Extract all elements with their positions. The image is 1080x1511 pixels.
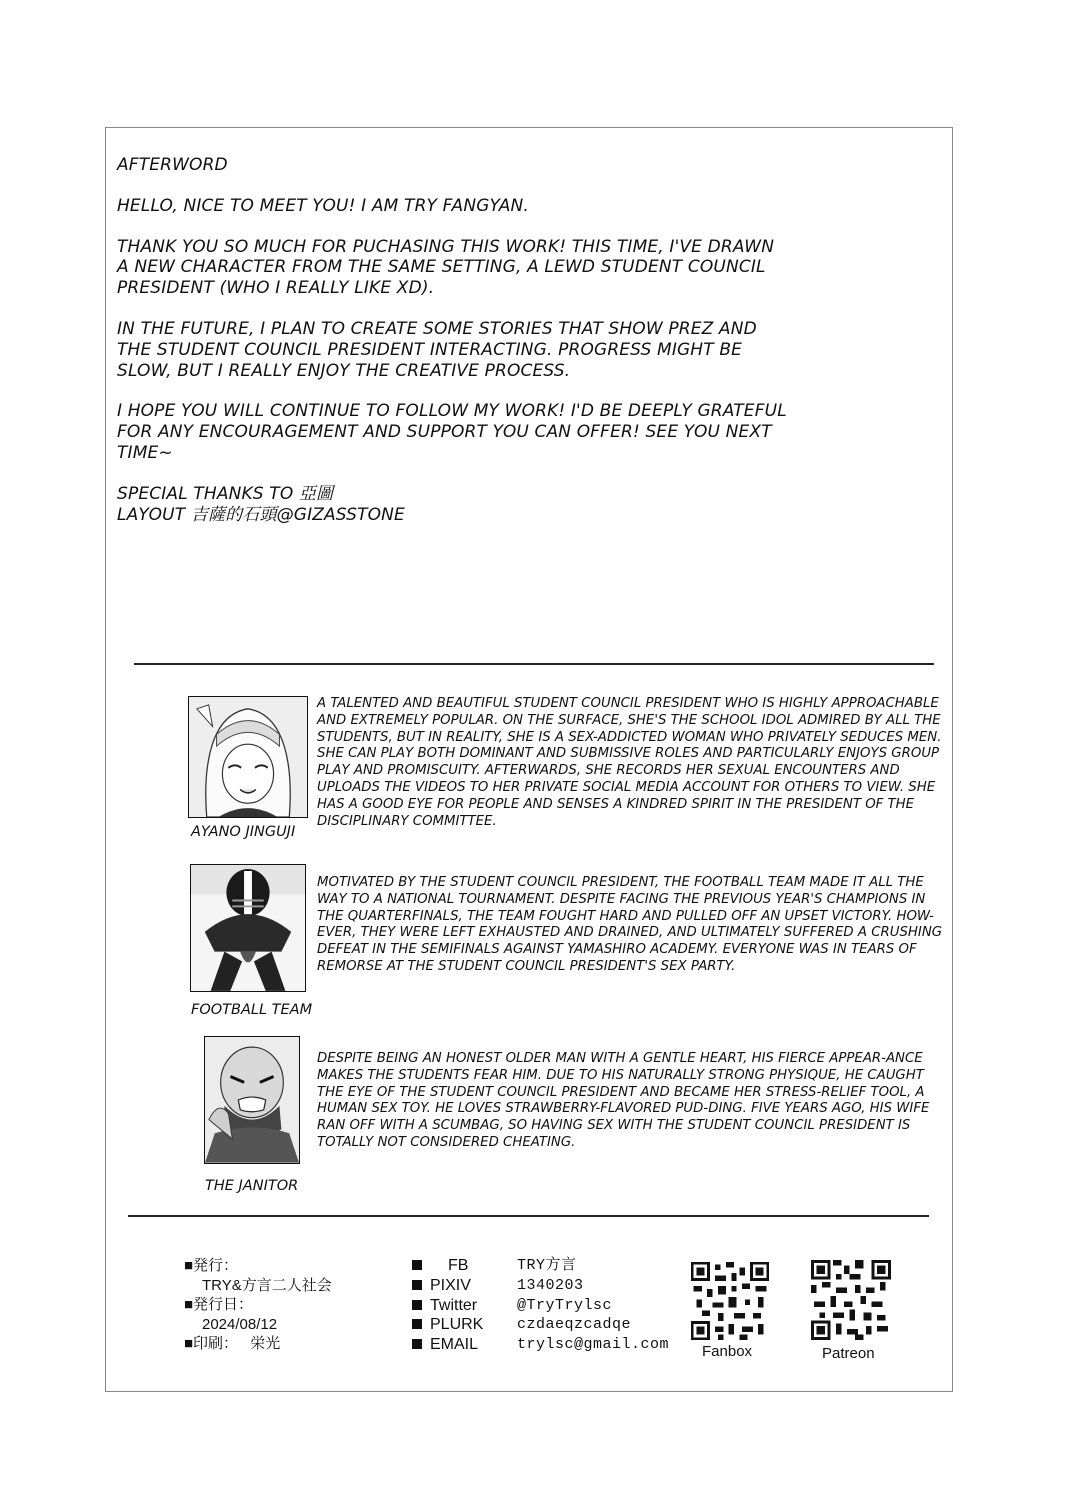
publisher-name: TRY&方言二人社会 [202,1276,332,1294]
contact-label-row [412,1335,483,1355]
bullet-square-icon [412,1319,422,1329]
publish-date: 2024/08/12 [202,1315,278,1333]
character-name: THE JANITOR [205,1178,299,1194]
contact-label-row [412,1296,483,1316]
character-description: DESPITE BEING AN HONEST OLDER MAN WITH A GENTLE HEART, HIS FIERCE APPEAR-ANCE MAKES THE STUDENTS FEAR HIM. DUE TO HIS NATURALLY STRONG PHYSIQUE, HE CAUGHT THE EYE OF THE STUDENT COUNCIL PRESIDENT AND BECAME HER STRESS-RELIEF TOOL, A HUMAN SEX TOY. HE LOVES STRAWBERRY-FLAVORED PUD-DING. FIVE YEARS AGO, HIS WIFE RAN OFF WITH A SCUMBAG, SO HAVING SEX WITH THE STUDENT COUNCIL PRESIDENT IS TOTALLY NOT CONSIDERED CHEATING. [317,1051,930,1150]
afterword-paragraph: THANK YOU SO MUCH FOR PUCHASING THIS WORK! THIS TIME, I'VE DRAWN A NEW CHARACTER FROM THE SAME SETTING, A LEWD STUDENT COUNCIL PRESIDENT (WHO I REALLY LIKE XD). [117,236,775,299]
afterword-section [117,155,817,545]
colophon [184,1256,332,1354]
contact-labels [412,1256,483,1355]
contact-value: @TryTrylsc [517,1296,613,1314]
character-description: MOTIVATED BY THE STUDENT COUNCIL PRESIDENT, THE FOOTBALL TEAM MADE IT ALL THE WAY TO A NATIONAL TOURNAMENT. DESPITE FACING THE PREVIOUS YEAR'S CHAMPIONS IN THE QUARTERFINALS, THE TEAM FOUGHT HARD AND PULLED OFF AN UPSET VICTORY. HOW-EVER, THEY WERE LEFT EXHAUSTED AND DRAINED, AND ULTIMATELY SUFFERED A CRUSHING DEFEAT IN THE SEMIFINALS AGAINST YAMASHIRO ACADEMY. EVERYONE WAS IN TEARS OF REMORSE AT THE STUDENT COUNCIL PRESIDENT'S SEX PARTY. [317,875,943,974]
character-portrait-football-team [190,864,306,992]
afterword-title: AFTERWORD [117,155,228,175]
contact-value: 1340203 [517,1276,584,1294]
contact-values [517,1256,669,1355]
publisher-label: ■発行： [184,1257,239,1274]
bullet-square-icon [412,1300,422,1310]
character-name: FOOTBALL TEAM [191,1002,313,1018]
contact-label: PIXIV [430,1276,471,1294]
contact-value: TRY方言 [517,1257,577,1274]
section-divider [134,663,934,665]
contact-value: trylsc@gmail.com [517,1336,670,1354]
date-label: ■発行日： [184,1296,254,1314]
printer-name: 栄光 [250,1335,281,1353]
contact-label-row [412,1256,483,1276]
section-divider [128,1215,929,1217]
bullet-square-icon [412,1260,422,1270]
printer-label: ■印刷： [184,1335,239,1353]
patreon-qr-code-icon[interactable] [811,1260,891,1340]
contact-label: Twitter [430,1296,478,1314]
afterword-paragraph: IN THE FUTURE, I PLAN TO CREATE SOME STORIES THAT SHOW PREZ AND THE STUDENT COUNCIL PRESIDENT INTERACTING. PROGRESS MIGHT BE SLOW, BUT I REALLY ENJOY THE CREATIVE PROCESS. [117,318,757,381]
layout-credit: LAYOUT 吉薩的石頭@GIZASSTONE [117,504,405,525]
character-portrait-janitor [204,1036,300,1164]
character-description: A TALENTED AND BEAUTIFUL STUDENT COUNCIL PRESIDENT WHO IS HIGHLY APPROACHABLE AND EXTREMELY POPULAR. ON THE SURFACE, SHE'S THE SCHOOL IDOL ADMIRED BY ALL THE STUDENTS, BUT IN REALITY, SHE IS A SEX-ADDICTED WOMAN WHO PRIVATELY SEDUCES MEN. SHE CAN PLAY BOTH DOMINANT AND SUBMISSIVE ROLES AND PARTICULARLY ENJOYS GROUP PLAY AND PROMISCUITY. AFTERWARDS, SHE RECORDS HER SEXUAL ENCOUNTERS AND UPLOADS THE VIDEOS TO HER PRIVATE SOCIAL MEDIA ACCOUNT FOR OTHERS TO VIEW. SHE HAS A GOOD EYE FOR PEOPLE AND SENSES A KINDRED SPIRIT IN THE PRESIDENT OF THE DISCIPLINARY COMMITTEE. [317,696,942,829]
fanbox-qr-code-icon[interactable] [691,1262,769,1340]
character-portrait-ayano [188,696,308,818]
qr-caption: Fanbox [702,1343,753,1360]
qr-caption: Patreon [822,1345,875,1362]
contact-label: FB [448,1257,469,1274]
bullet-square-icon [412,1280,422,1290]
special-thanks: SPECIAL THANKS TO 亞圖 [117,483,334,504]
contact-value: czdaeqzcadqe [517,1316,632,1334]
contact-label: PLURK [430,1316,484,1334]
afterword-greeting: HELLO, NICE TO MEET YOU! I AM TRY FANGYAN. [117,195,529,216]
bullet-square-icon [412,1339,422,1349]
contact-label: EMAIL [430,1336,479,1354]
contact-label-row [412,1276,483,1296]
contact-label-row [412,1315,483,1335]
afterword-paragraph: I HOPE YOU WILL CONTINUE TO FOLLOW MY WORK! I'D BE DEEPLY GRATEFUL FOR ANY ENCOURAGEMENT AND SUPPORT YOU CAN OFFER! SEE YOU NEXT TIME~ [117,401,787,463]
character-name: AYANO JINGUJI [191,824,296,840]
